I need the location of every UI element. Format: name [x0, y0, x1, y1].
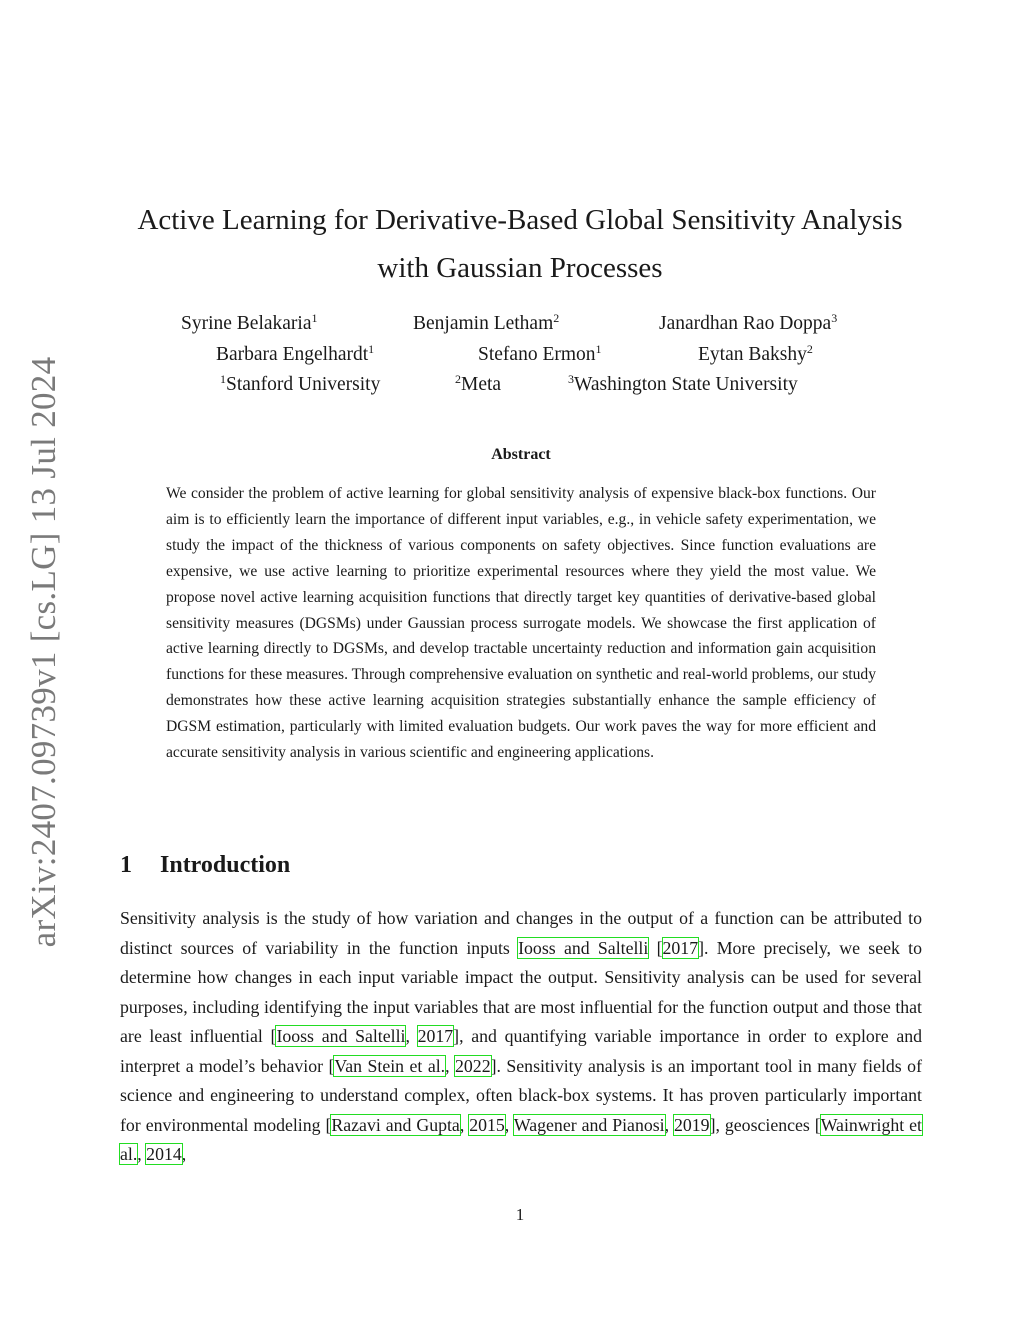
author: Syrine Belakaria$^1$ — [181, 311, 318, 334]
author: Janardhan Rao Doppa$^3$ — [659, 311, 838, 334]
affiliation: $^3$Washington State University — [568, 372, 798, 395]
author-row-1 — [0, 313, 1024, 339]
citation-link[interactable]: Wainwright et al. — [120, 1114, 922, 1164]
author: Barbara Engelhardt$^1$ — [216, 342, 375, 365]
citation-link[interactable]: Razavi and Gupta — [331, 1114, 460, 1135]
section-heading — [120, 852, 290, 879]
citation-link[interactable]: Wagener and Pianosi — [513, 1114, 665, 1135]
section-number: 1 — [120, 852, 132, 878]
citation-link[interactable]: 2017 — [662, 937, 699, 958]
author: Benjamin Letham$^2$ — [413, 311, 560, 334]
citation-link[interactable]: Iooss and Saltelli — [518, 937, 649, 958]
author: Stefano Ermon$^1$ — [478, 342, 602, 365]
section-title: Introduction — [160, 852, 291, 878]
citation-link[interactable]: Van Stein et al. — [334, 1055, 446, 1076]
abstract-heading: Abstract — [491, 446, 551, 463]
title-line-1: Active Learning for Derivative-Based Global Sensitivity Analysis — [137, 204, 903, 236]
author: Eytan Bakshy$^2$ — [698, 342, 813, 365]
citation-link[interactable]: 2014 — [146, 1144, 182, 1164]
abstract-text: We consider the problem of active learning for global sensitivity analysis of expensive black-box functions. Our aim is to efficiently learn the importance of different input variables, e.g., in vehicle safety experimentation, we study the impact of the thickness of various components on safety objectives. Since function evaluations are expensive, we use active learning to prioritize experimental resources where they yield the most value. We propose novel active learning acquisition functions that directly target key quantities of derivative-based global sensitivity measures (DGSMs) under Gaussian process surrogate models. We showcase the first application of active learning directly to DGSMs, and develop tractable uncertainty reduction and information gain acquisition functions for these measures. Through comprehensive evaluation on synthetic and real-world problems, our study demonstrates how these active learning acquisition strategies substantially enhance the sample efficiency of DGSM estimation, particularly with limited evaluation budgets. Our work paves the way for more efficient and accurate sensitivity analysis in various scientific and engineering applications. — [166, 485, 876, 762]
paper-title — [100, 196, 940, 292]
affiliation: $^2$Meta — [455, 372, 502, 395]
affiliations-row — [0, 374, 1024, 400]
title-line-2: with Gaussian Processes — [377, 252, 663, 284]
affiliation: $^1$Stanford University — [220, 372, 381, 395]
citation-link[interactable]: Iooss and Saltelli — [276, 1026, 406, 1046]
author-row-2 — [0, 344, 1024, 370]
intro-paragraph: Sensitivity analysis is the study of how variation and changes in the output of a function can be attributed to distinct sources of variability in the function inputs Iooss and Saltelli [2017]. More precisely, we seek to determine how changes in each input variable impact the output. Sensitivity analysis can be used for several purposes, including identifying the input variables that are most influential for the function output and those that are least influential [Iooss and Saltelli, 2017], and quantifying variable importance in order to explore and interpret a model’s behavior [Van Stein et al., 2022]. Sensitivity analysis is an important tool in many fields of science and engineering to understand complex, often black-box systems. It has proven particularly important for environmental modeling [Razavi and Gupta, 2015, Wagener and Pianosi, 2019], geosciences [Wainwright et al., 2014, — [120, 908, 923, 1164]
citation-link[interactable]: 2022 — [455, 1055, 491, 1076]
citation-link[interactable]: 2019 — [674, 1114, 710, 1135]
arxiv-identifier: arXiv:2407.09739v1 [cs.LG] 13 Jul 2024 — [24, 356, 63, 948]
citation-link[interactable]: 2015 — [469, 1114, 505, 1135]
citation-link[interactable]: 2017 — [417, 1026, 454, 1046]
page-number: 1 — [515, 1205, 525, 1224]
